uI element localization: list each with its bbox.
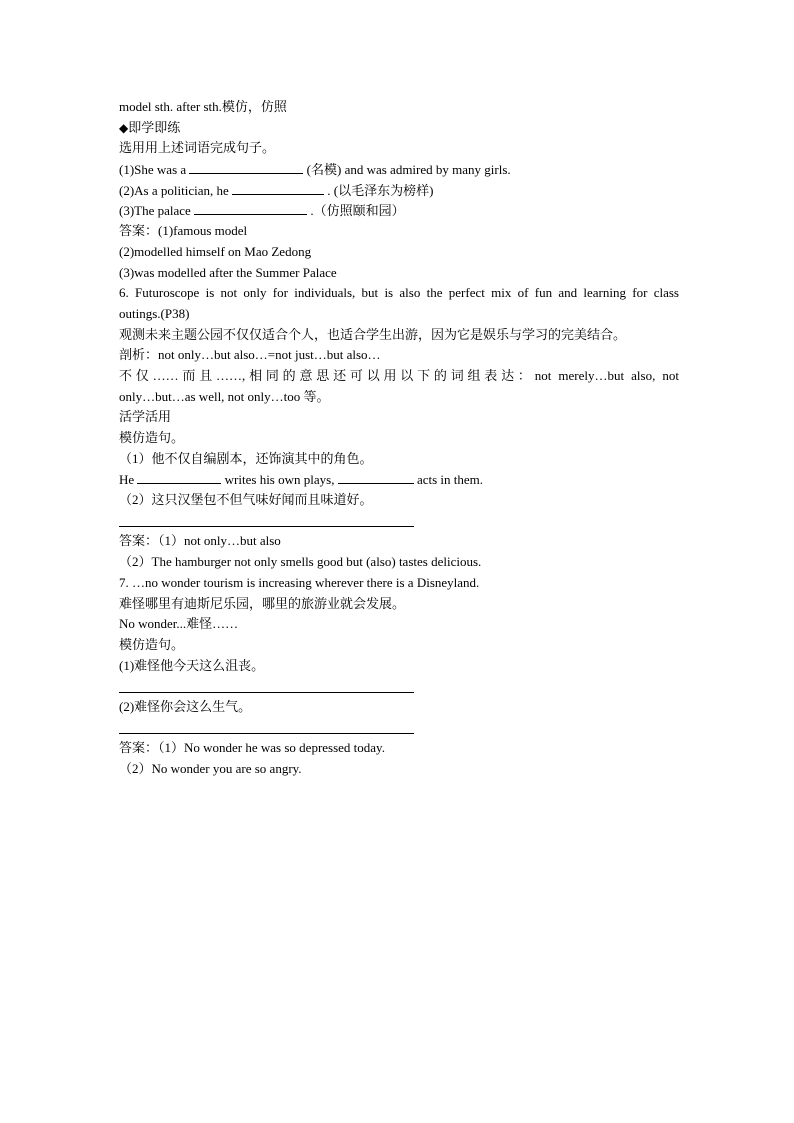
document-body <box>119 97 679 780</box>
exercise-prompt: (1)难怪他今天这么沮丧。 <box>119 657 265 673</box>
answer-blank <box>232 180 324 195</box>
answer-line: （2）The hamburger not only smells good but (also) tastes delicious. <box>119 554 482 570</box>
sentence-6-continued: outings.(P38) <box>119 305 190 321</box>
answer-blank <box>189 159 303 174</box>
answer-line: 答案：（1）No wonder he was so depressed today. <box>119 740 385 756</box>
explanation-line-continued: only…but…as well, not only…too 等。 <box>119 388 330 404</box>
exercise-text: . (以毛泽东为榜样) <box>324 182 434 198</box>
exercise-text: (3)The palace <box>119 203 195 219</box>
exercise-prompt: （2）这只汉堡包不但气味好闻而且味道好。 <box>119 492 373 508</box>
exercise-text: (2)As a politician, he <box>119 182 232 198</box>
answer-line: 答案：（1）not only…but also <box>119 533 281 549</box>
translation-line: 观测未来主题公园不仅仅适合个人，也适合学生出游，因为它是娱乐与学习的完美结合。 <box>119 326 627 342</box>
answer-writing-line <box>119 511 679 532</box>
phrase-line: No wonder...难怪…… <box>119 616 239 632</box>
exercise-1 <box>119 159 679 180</box>
answer-writing-line <box>119 718 679 739</box>
exercise-text: writes his own plays, <box>221 472 338 488</box>
explanation-line: 不仅……而且……,相同的意思还可以用以下的词组表达：not merely…but also, not <box>119 367 679 383</box>
exercise-fill <box>119 469 679 490</box>
exercise-prompt: （1）他不仅自编剧本，还饰演其中的角色。 <box>119 450 373 466</box>
sentence-6: 6. Futuroscope is not only for individuals, but is also the perfect mix of fun and learning for class <box>119 285 679 301</box>
exercise-text: He <box>119 472 138 488</box>
answer-blank <box>137 469 221 484</box>
answer-writing-line <box>119 676 679 697</box>
sentence-7: 7. …no wonder tourism is increasing wherever there is a Disneyland. <box>119 574 480 590</box>
instruction-line: 模仿造句。 <box>119 430 185 445</box>
exercise-text: .（仿照颐和园） <box>307 203 405 219</box>
section-heading-apply: 活学活用 <box>119 409 172 425</box>
exercise-2 <box>119 180 679 201</box>
instruction-line: 选用用上述词语完成句子。 <box>119 140 276 156</box>
answer-line: (3)was modelled after the Summer Palace <box>119 264 337 280</box>
exercise-text: (1)She was a <box>119 162 190 178</box>
section-heading-practice <box>119 118 679 139</box>
analysis-line: 剖析：not only…but also…=not just…but also… <box>119 347 381 363</box>
answer-line: （2）No wonder you are so angry. <box>119 761 302 776</box>
answer-line: 答案：(1)famous model <box>119 223 248 239</box>
exercise-prompt: (2)难怪你会这么生气。 <box>119 698 252 714</box>
exercise-3 <box>119 200 679 221</box>
section-heading-text: 即学即练 <box>128 119 181 135</box>
answer-blank <box>338 469 414 484</box>
answer-blank <box>194 200 307 215</box>
vocab-line: model sth. after sth.模仿，仿照 <box>119 99 287 114</box>
exercise-text: acts in them. <box>413 472 484 488</box>
exercise-text: (名模) and was admired by many girls. <box>303 162 511 178</box>
answer-line: (2)modelled himself on Mao Zedong <box>119 243 312 259</box>
translation-line: 难怪哪里有迪斯尼乐园，哪里的旅游业就会发展。 <box>119 595 406 611</box>
diamond-bullet-icon: ◆ <box>119 120 129 135</box>
instruction-line: 模仿造句。 <box>119 636 185 652</box>
